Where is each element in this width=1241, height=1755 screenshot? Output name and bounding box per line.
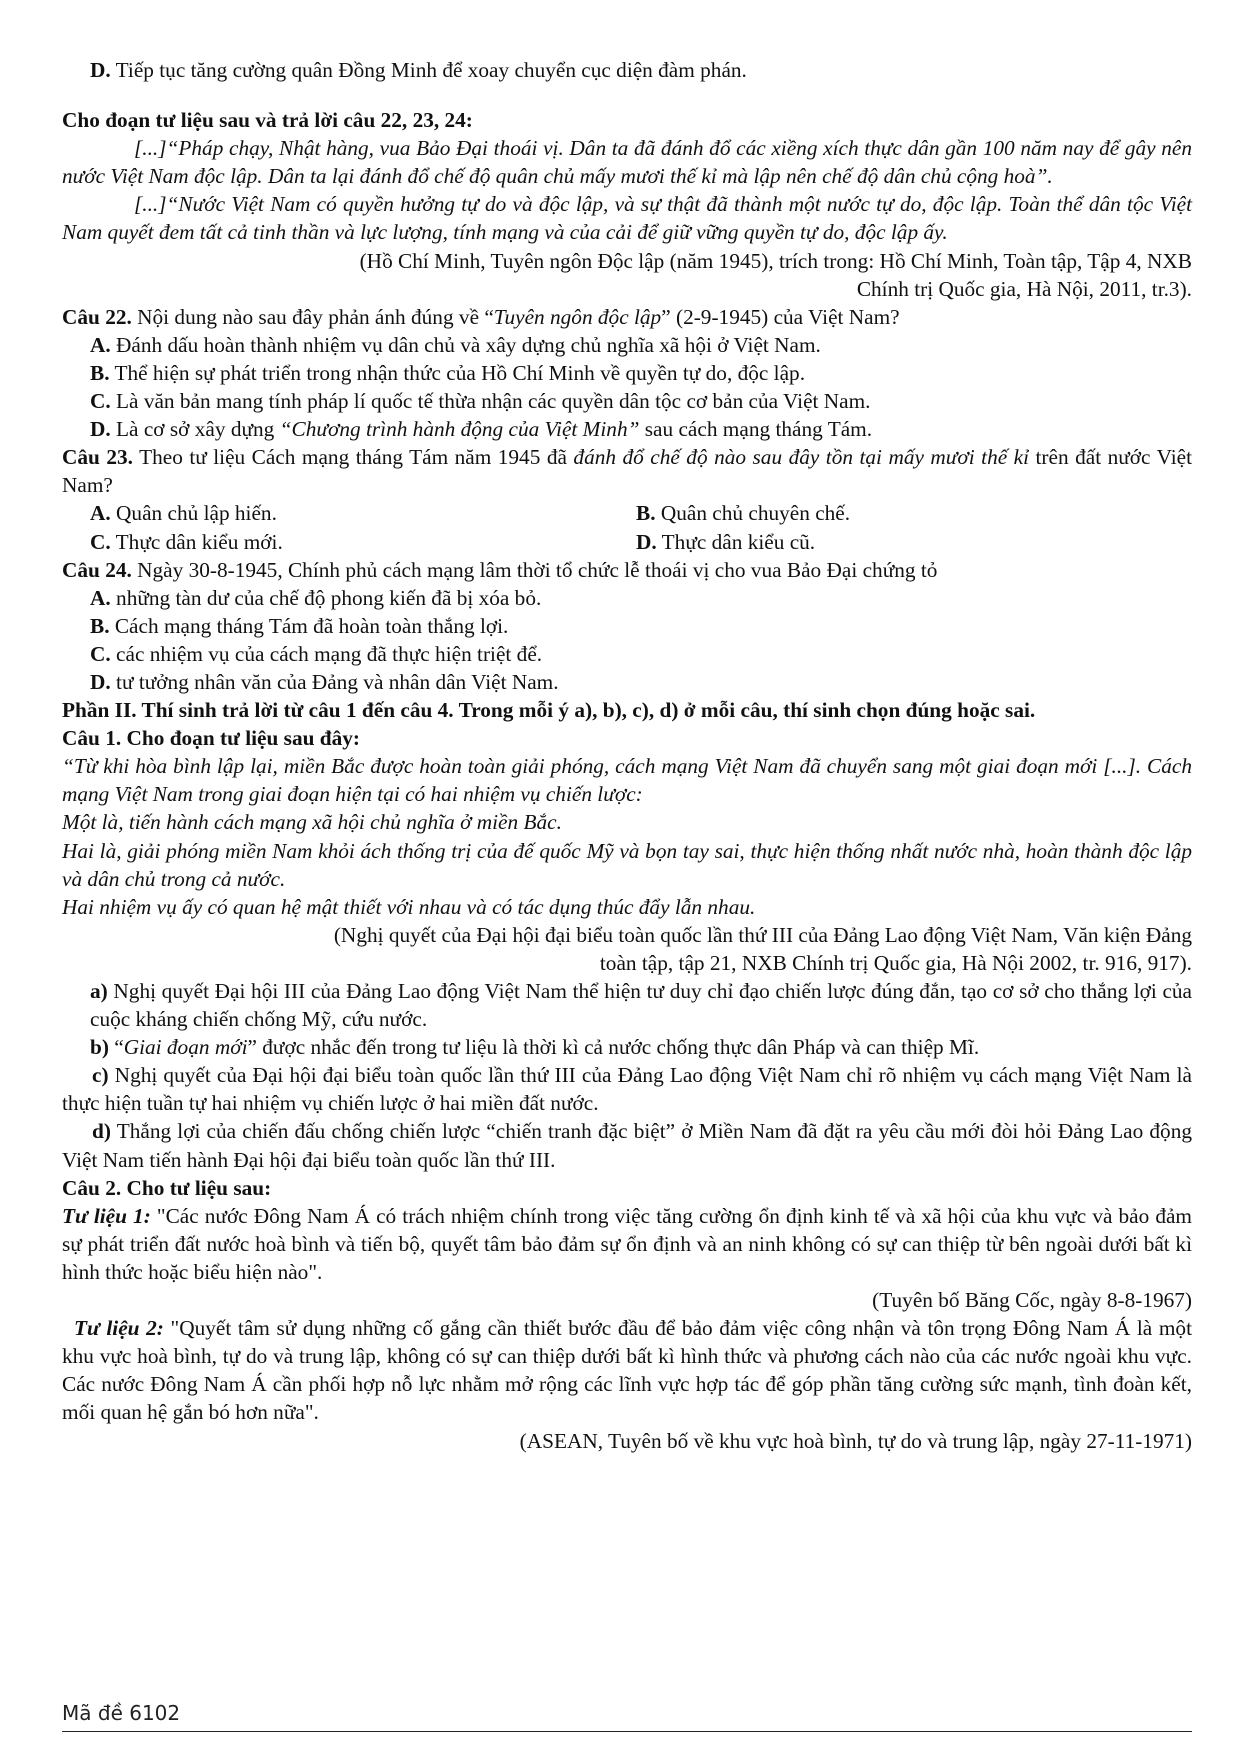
s1-source-line-1: (Nghị quyết của Đại hội đại biểu toàn quốc lần thứ III của Đảng Lao động Việt Nam, Văn kiện Đảng <box>333 922 1192 947</box>
source-citation-line-2: Chính trị Quốc gia, Hà Nội, 2011, tr.3). <box>856 276 1192 301</box>
q22-option-c: C. Là văn bản mang tính pháp lí quốc tế thừa nhận các quyền dân tộc cơ bản của Việt Nam. <box>90 389 871 414</box>
q24-option-d: D. tư tưởng nhân văn của Đảng và nhân dân Việt Nam. <box>90 669 559 694</box>
q23-options-row-2 <box>62 528 1192 556</box>
q22-option-b: B. Thể hiện sự phát triển trong nhận thức của Hồ Chí Minh về quyền tự do, độc lập. <box>90 360 806 385</box>
q23-option-b: B. Quân chủ chuyên chế. <box>636 501 851 526</box>
q24-option-b: B. Cách mạng tháng Tám đã hoàn toàn thắng lợi. <box>90 613 509 638</box>
q24-option-c: C. các nhiệm vụ của cách mạng đã thực hiện triệt để. <box>90 641 543 666</box>
s2-document-2-source: (ASEAN, Tuyên bố về khu vực hoà bình, tự do và trung lập, ngày 27-11-1971) <box>519 1428 1192 1453</box>
q22-option-d: D. Là cơ sở xây dựng “Chương trình hành động của Việt Minh” sau cách mạng tháng Tám. <box>90 417 873 442</box>
q23-options-row-1 <box>62 499 1192 527</box>
s1-quote-line-2: Một là, tiến hành cách mạng xã hội chủ nghĩa ở miền Bắc. <box>62 810 562 835</box>
q23-option-d: D. Thực dân kiểu cũ. <box>636 529 816 554</box>
s2-document-1-source: (Tuyên bố Băng Cốc, ngày 8-8-1967) <box>872 1288 1192 1313</box>
question-24: Câu 24. Ngày 30-8-1945, Chính phủ cách mạng lâm thời tổ chức lễ thoái vị cho vua Bảo Đại chứng tỏ <box>62 557 938 582</box>
quote-paragraph-1: [...]“Pháp chạy, Nhật hàng, vua Bảo Đại thoái vị. Dân ta đã đánh đổ các xiềng xích thực dân gần 100 năm nay để gây nên nước Việt Nam độc lập. Dân ta lại đánh đổ chế độ quân chủ mấy mươi thế kỉ mà lập nên chế độ dân chủ cộng hoà”. <box>62 136 1192 189</box>
exam-code-footer: Mã đề 6102 <box>62 1701 181 1725</box>
q23-option-c: C. Thực dân kiểu mới. <box>90 529 283 554</box>
s2-document-2: Tư liệu 2: "Quyết tâm sử dụng những cố gắng cần thiết bước đầu để bảo đảm việc công nhận và tôn trọng Đông Nam Á là một khu vực hoà bình, tự do và trung lập, không có sự can thiệp dưới bất kì hình thức và phương cách nào của các nước ngoài khu vực. Các nước Đông Nam Á cần phối hợp nỗ lực nhằm mở rộng các lĩnh vực hợp tác để góp phần tăng cường sức mạnh, tình đoàn kết, mối quan hệ gắn bó hơn nữa". <box>62 1316 1193 1425</box>
section-2-question-1-heading: Câu 1. Cho đoạn tư liệu sau đây: <box>62 726 360 751</box>
s1-quote-line-1: “Từ khi hòa bình lập lại, miền Bắc được hoàn toàn giải phóng, cách mạng Việt Nam đã chuyển sang một giai đoạn mới [...]. Cách mạng Việt Nam trong giai đoạn hiện tại có hai nhiệm vụ chiến lược: <box>62 754 1192 807</box>
question-23: Câu 23. Theo tư liệu Cách mạng tháng Tám năm 1945 đã đánh đổ chế độ nào sau đây tồn tại mấy mươi thế kỉ trên đất nước Việt Nam? <box>62 445 1192 498</box>
footer-divider <box>62 1731 1192 1732</box>
s1-quote-line-4: Hai nhiệm vụ ấy có quan hệ mật thiết với nhau và có tác dụng thúc đẩy lẫn nhau. <box>62 894 756 919</box>
quote-paragraph-2: [...]“Nước Việt Nam có quyền hưởng tự do và độc lập, và sự thật đã thành một nước tự do, độc lập. Toàn thể dân tộc Việt Nam quyết đem tất cả tinh thần và lực lượng, tính mạng và của cải để giữ vững quyền tự do, độc lập ấy. <box>62 192 1192 245</box>
section-2-question-2-heading: Câu 2. Cho tư liệu sau: <box>62 1175 272 1200</box>
q24-option-a: A. những tàn dư của chế độ phong kiến đã bị xóa bỏ. <box>90 585 542 610</box>
option-d-previous: D. Tiếp tục tăng cường quân Đồng Minh để xoay chuyển cục diện đàm phán. <box>90 58 747 82</box>
exam-page <box>62 56 1192 1455</box>
s1-statement-a: a) Nghị quyết Đại hội III của Đảng Lao động Việt Nam thể hiện tư duy chỉ đạo chiến lược đúng đắn, tạo cơ sở cho thắng lợi của cuộc kháng chiến chống Mỹ, cứu nước. <box>90 979 1192 1032</box>
part-2-heading: Phần II. Thí sinh trả lời từ câu 1 đến câu 4. Trong mỗi ý a), b), c), d) ở mỗi câu, thí sinh chọn đúng hoặc sai. <box>62 698 1036 723</box>
s1-statement-c: c) Nghị quyết của Đại hội đại biểu toàn quốc lần thứ III của Đảng Lao động Việt Nam chỉ rõ nhiệm vụ cách mạng Việt Nam là thực hiện tuần tự hai nhiệm vụ chiến lược ở hai miền đất nước. <box>62 1063 1192 1116</box>
s1-statement-b: b) “Giai đoạn mới” được nhắc đến trong tư liệu là thời kì cả nước chống thực dân Pháp và can thiệp Mĩ. <box>90 1035 980 1060</box>
s2-document-1: Tư liệu 1: "Các nước Đông Nam Á có trách nhiệm chính trong việc tăng cường ổn định kinh tế và xã hội của khu vực và bảo đảm sự phát triển đất nước hoà bình và tiến bộ, quyết tâm bảo đảm sự ổn định và an ninh không có sự can thiệp từ bên ngoài dưới bất kì hình thức hoặc biểu hiện nào". <box>62 1203 1192 1284</box>
question-22: Câu 22. Nội dung nào sau đây phản ánh đúng về “Tuyên ngôn độc lập” (2-9-1945) của Việt Nam? <box>62 304 900 329</box>
q23-option-a: A. Quân chủ lập hiến. <box>90 501 277 526</box>
s1-quote-line-3: Hai là, giải phóng miền Nam khỏi ách thống trị của đế quốc Mỹ và bọn tay sai, thực hiện thống nhất nước nhà, hoàn thành độc lập và dân chủ trong cả nước. <box>62 838 1192 891</box>
s1-source-line-2: toàn tập, tập 21, NXB Chính trị Quốc gia, Hà Nội 2002, tr. 916, 917). <box>599 950 1192 975</box>
q22-option-a: A. Đánh dấu hoàn thành nhiệm vụ dân chủ và xây dựng chủ nghĩa xã hội ở Việt Nam. <box>90 332 821 357</box>
passage-heading: Cho đoạn tư liệu sau và trả lời câu 22, 23, 24: <box>62 108 473 133</box>
source-citation-line-1: (Hồ Chí Minh, Tuyên ngôn Độc lập (năm 1945), trích trong: Hồ Chí Minh, Toàn tập, Tập 4, NXB <box>359 248 1192 273</box>
s1-statement-d: d) Thắng lợi của chiến đấu chống chiến lược “chiến tranh đặc biệt” ở Miền Nam đã đặt ra yêu cầu mới đòi hỏi Đảng Lao động Việt Nam tiến hành Đại hội đại biểu toàn quốc lần thứ III. <box>62 1119 1192 1172</box>
